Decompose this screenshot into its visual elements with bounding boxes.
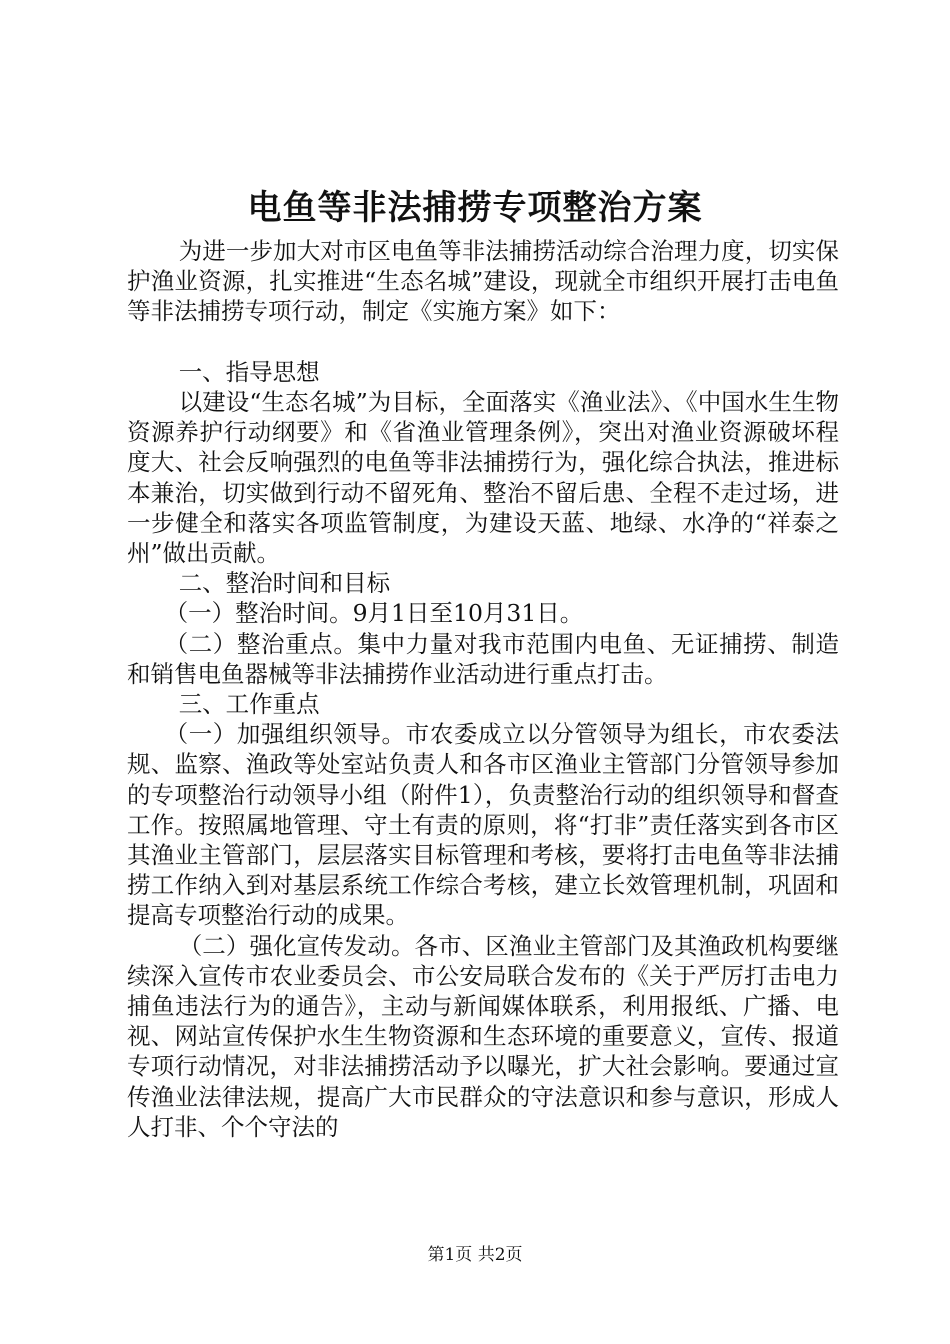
section-heading-guiding-ideology: 一、指导思想 [178,357,320,386]
section-body-guiding-ideology: 以建设“生态名城”为目标，全面落实《渔业法》、《中国水生生物资源养护行动纲要》和《省渔业管理条例》，突出对渔业资源破坏程度大、社会反响强烈的电鱼等非法捕捞行为，强化综合执法，推进标本兼治，切实做到行动不留死角、整治不留后患、全程不走过场，进一步健全和落实各项监管制度，为建设天蓝、地绿、水净的“祥泰之州”做出贡献。 [127,388,839,568]
section-item-time: （一）整治时间。9月1日至10月31日。 [164,599,584,628]
paragraph-gap [127,327,839,357]
section-heading-time-and-goals: 二、整治时间和目标 [178,569,391,598]
document-body [127,236,839,1142]
page-indicator: 第1页 共2页 [427,1245,523,1265]
document-title: 电鱼等非法捕捞专项整治方案 [247,188,703,228]
section-heading-work-focus: 三、工作重点 [178,690,320,719]
intro-paragraph: 为进一步加大对市区电鱼等非法捕捞活动综合治理力度，切实保护渔业资源，扎实推进“生态名城”建设，现就全市组织开展打击电鱼等非法捕捞专项行动，制定《实施方案》如下： [127,237,839,326]
section-item-publicity: （二）强化宣传发动。各市、区渔业主管部门及其渔政机构要继续深入宣传市农业委员会、市公安局联合发布的《关于严厉打击电力捕鱼违法行为的通告》，主动与新闻媒体联系，利用报纸、广播、电视、网站宣传保护水生生物资源和生态环境的重要意义，宣传、报道专项行动情况，对非法捕捞活动予以曝光，扩大社会影响。要通过宣传渔业法律法规，提高广大市民群众的守法意识和参与意识，形成人人打非、个个守法的 [127,931,839,1141]
section-item-leadership: （一）加强组织领导。市农委成立以分管领导为组长，市农委法规、监察、渔政等处室站负责人和各市区渔业主管部门分管领导参加的专项整治行动领导小组（附件1），负责整治行动的组织领导和督查工作。按照属地管理、守土有责的原则，将“打非”责任落实到各市区其渔业主管部门，层层落实目标管理和考核，要将打击电鱼等非法捕捞工作纳入到对基层系统工作综合考核，建立长效管理机制，巩固和提高专项整治行动的成果。 [127,720,839,930]
section-item-focus: （二）整治重点。集中力量对我市范围内电鱼、无证捕捞、制造和销售电鱼器械等非法捕捞作业活动进行重点打击。 [127,629,839,688]
